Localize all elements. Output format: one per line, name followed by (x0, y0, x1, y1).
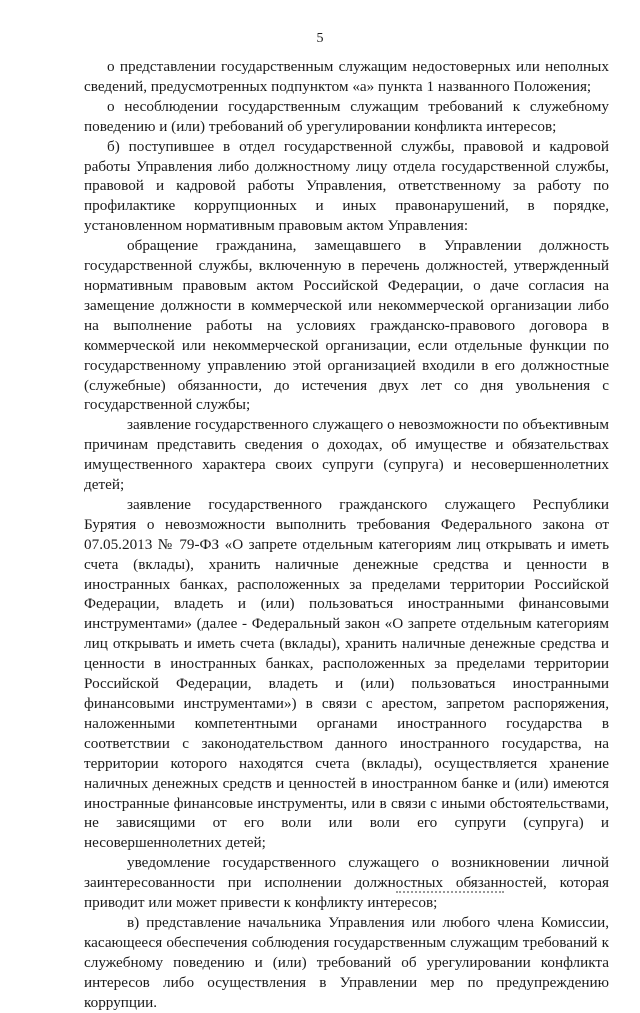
paragraph-v-submission: в) представление начальника Управления или любого члена Комиссии, касающееся обеспечения соблюдения государственным служащим требований к служебному поведению и (или) требований об урегулировании конфликта интересов либо осуществления в Управлении мер по предупреждению коррупции. (84, 913, 609, 1011)
page-number: 5 (316, 31, 324, 46)
paragraph-income-statement: заявление государственного служащего о невозможности по объективным причинам представить сведения о доходах, об имуществе и обязательствах имущественного характера своих супруги (супруга) и несовершеннолетних детей; (84, 416, 609, 494)
paragraph-conflict-notice: уведомление государственного служащего о возникновении личной заинтересованности при исполнении должностных обязанностей, которая приводит или может привести к конфликту интересов; (84, 854, 609, 912)
paragraph-false-information: о представлении государственным служащим недостоверных или неполных сведений, предусмотренных подпунктом «а» пункта 1 названного Положения; (84, 58, 609, 95)
paragraph-foreign-accounts: заявление государственного гражданского служащего Республики Бурятия о невозможности выполнить требования Федерального закона от 07.05.2013 № 79-ФЗ «О запрете отдельным категориям лиц открывать и иметь счета (вклады), хранить наличные денежные средства и ценности в иностранных банках, расположенных за пределами территории Российской Федерации, владеть и (или) пользоваться иностранными финансовыми инструментами» (далее - Федеральный закон «О запрете отдельным категориям лиц открывать и иметь счета (вклады), хранить наличные денежные средства и ценности в иностранных банках, расположенных за пределами территории Российской Федерации, владеть и (или) пользоваться иностранными финансовыми инструментами») в связи с арестом, запретом распоряжения, наложенными компетентными органами иностранного государства в соответствии с законодательством данного иностранного государства, на территории которого находятся счета (вклады), осуществляется хранение наличных денежных средств и ценностей в иностранном банке и (или) имеются иностранные финансовые инструменты, или в связи с иными обстоятельствами, не зависящими от его воли или воли его супруги (супруга) и несовершеннолетних детей; (84, 495, 609, 852)
paragraph-non-compliance: о несоблюдении государственным служащим требований к служебному поведению и (или) требований об урегулировании конфликта интересов; (84, 97, 609, 135)
document-body (84, 57, 609, 1013)
paragraph-b-received: б) поступившее в отдел государственной службы, правовой и кадровой работы Управления либо должностному лицу отдела государственной службы, правовой и кадровой работы Управления, ответственному за работу по профилактике коррупционных и иных правонарушений, в порядке, установленном нормативным правовым актом Управления: (84, 137, 609, 235)
scan-artifact-mark (396, 891, 504, 893)
paragraph-citizen-appeal: обращение гражданина, замещавшего в Управлении должность государственной службы, включенную в перечень должностей, утвержденный нормативным правовым актом Российской Федерации, о даче согласия на замещение должности в коммерческой или некоммерческой организации либо на выполнение работы на условиях гражданско-правового договора в коммерческой или некоммерческой организации, если отдельные функции по государственному управлению этой организацией входили в его должностные (служебные) обязанности, до истечения двух лет со дня увольнения с государственной службы; (84, 237, 609, 414)
